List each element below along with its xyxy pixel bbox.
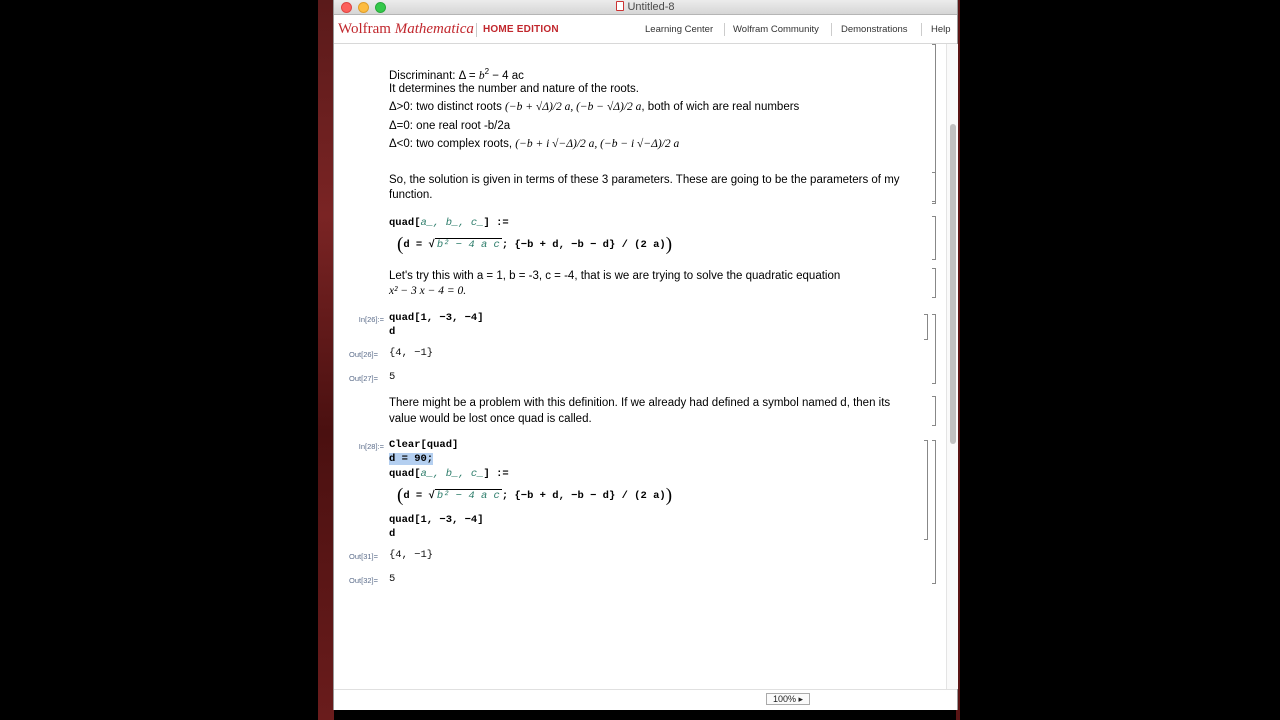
disc-exp: 2 bbox=[484, 67, 490, 76]
code-part: quad[ bbox=[389, 468, 421, 480]
formula: (−b + i √−Δ)/2 a, (−b − i √−Δ)/2 a bbox=[515, 138, 680, 150]
zoom-value: 100% bbox=[772, 694, 796, 704]
code-line[interactable]: d bbox=[389, 528, 396, 540]
nav-wolfram-community[interactable]: Wolfram Community bbox=[733, 24, 819, 35]
nav-divider bbox=[724, 23, 725, 36]
edition-label: HOME EDITION bbox=[483, 24, 559, 35]
code-line[interactable] bbox=[389, 217, 509, 229]
nav-demonstrations[interactable]: Demonstrations bbox=[841, 24, 908, 35]
text-discriminant[interactable] bbox=[389, 67, 524, 82]
output-label: Out[32]= bbox=[349, 576, 378, 585]
paren-close: ) bbox=[665, 234, 673, 255]
output-label: Out[27]= bbox=[349, 374, 378, 383]
vertical-scrollbar[interactable] bbox=[946, 44, 958, 689]
window-title bbox=[334, 1, 957, 13]
document-icon bbox=[616, 1, 624, 11]
text-part: Δ<0: two complex roots, bbox=[389, 138, 516, 150]
text-line[interactable]: x² − 3 x − 4 = 0. bbox=[389, 285, 467, 297]
window-title-text: Untitled-8 bbox=[627, 1, 675, 13]
text-line[interactable]: value would be lost once quad is called. bbox=[389, 413, 592, 425]
output-value: 5 bbox=[389, 371, 396, 383]
sqrt-expr: b² − 4 a c bbox=[436, 239, 500, 251]
nav-divider bbox=[831, 23, 832, 36]
desktop-background bbox=[318, 0, 334, 720]
code-part: ] := bbox=[483, 217, 509, 229]
zoom-selector[interactable]: 100% ▸ bbox=[766, 693, 810, 705]
cell-bracket[interactable] bbox=[932, 172, 936, 202]
cell-bracket[interactable] bbox=[924, 440, 928, 540]
code-line[interactable]: quad[1, −3, −4] bbox=[389, 514, 484, 526]
disc-label: Discriminant: Δ = bbox=[389, 69, 479, 82]
text-line[interactable]: Δ=0: one real root -b/2a bbox=[389, 120, 511, 132]
paren-open: ( bbox=[397, 485, 404, 506]
nav-divider bbox=[921, 23, 922, 36]
cell-bracket[interactable] bbox=[932, 216, 936, 260]
paren-close: ) bbox=[665, 485, 673, 506]
code-part: ] := bbox=[483, 468, 509, 480]
brand-divider bbox=[476, 23, 477, 37]
paren-open: ( bbox=[397, 234, 404, 255]
text-line[interactable]: Let's try this with a = 1, b = -3, c = -4, that is we are trying to solve the quadratic equation bbox=[389, 270, 841, 282]
code-line[interactable] bbox=[397, 234, 672, 256]
input-label: In[26]:= bbox=[358, 315, 384, 324]
code-part: quad[ bbox=[389, 217, 421, 229]
cell-bracket[interactable] bbox=[924, 314, 928, 340]
notebook-content[interactable] bbox=[334, 44, 946, 689]
text-line[interactable] bbox=[389, 101, 799, 113]
input-label: In[28]:= bbox=[358, 442, 384, 451]
code-part: d = √ bbox=[403, 239, 435, 251]
text-part: , both of wich are real numbers bbox=[641, 101, 800, 113]
selected-code[interactable]: d = 90; bbox=[389, 453, 434, 465]
code-line[interactable]: quad[1, −3, −4] bbox=[389, 312, 484, 324]
wolfram-toolbar bbox=[334, 15, 957, 44]
disc-tail: − 4 ac bbox=[489, 69, 524, 82]
nav-help[interactable]: Help bbox=[931, 24, 951, 35]
cell-bracket[interactable] bbox=[932, 268, 936, 298]
code-part: ; {−b + d, −b − d} / (2 a) bbox=[501, 490, 666, 502]
output-value: {4, −1} bbox=[389, 549, 434, 561]
code-args: a_, b_, c_ bbox=[420, 468, 484, 480]
text-line[interactable]: So, the solution is given in terms of these 3 parameters. These are going to be the parameters of my bbox=[389, 174, 900, 186]
text-line[interactable]: It determines the number and nature of the roots. bbox=[389, 83, 639, 95]
output-value: 5 bbox=[389, 573, 396, 585]
brand-main: Wolfram bbox=[338, 21, 391, 37]
code-part: d = √ bbox=[403, 490, 435, 502]
text-part: Δ>0: two distinct roots bbox=[389, 101, 506, 113]
output-label: Out[26]= bbox=[349, 350, 378, 359]
code-line[interactable]: d bbox=[389, 326, 396, 338]
code-line[interactable]: Clear[quad] bbox=[389, 439, 459, 451]
text-line[interactable] bbox=[389, 138, 679, 150]
title-bar bbox=[334, 0, 957, 15]
sqrt-expr: b² − 4 a c bbox=[436, 490, 500, 502]
brand-sub: Mathematica bbox=[394, 21, 474, 37]
scrollbar-thumb[interactable] bbox=[950, 124, 956, 444]
code-part: ; {−b + d, −b − d} / (2 a) bbox=[501, 239, 666, 251]
group-bracket[interactable] bbox=[932, 440, 936, 584]
nav-learning-center[interactable]: Learning Center bbox=[645, 24, 714, 35]
disc-b: b bbox=[478, 69, 485, 82]
output-value: {4, −1} bbox=[389, 347, 434, 359]
notebook-window bbox=[333, 0, 958, 710]
cell-bracket[interactable] bbox=[932, 396, 936, 426]
code-line[interactable] bbox=[397, 485, 672, 507]
wolfram-logo bbox=[338, 21, 474, 38]
formula: (−b + √Δ)/2 a, (−b − √Δ)/2 a bbox=[505, 101, 642, 113]
group-bracket[interactable] bbox=[932, 314, 936, 384]
code-args: a_, b_, c_ bbox=[420, 217, 484, 229]
text-line[interactable]: There might be a problem with this definition. If we already had defined a symbol named d, then its bbox=[389, 397, 891, 409]
status-bar bbox=[334, 689, 957, 710]
text-line[interactable]: function. bbox=[389, 189, 433, 201]
output-label: Out[31]= bbox=[349, 552, 378, 561]
code-line[interactable] bbox=[389, 468, 509, 480]
